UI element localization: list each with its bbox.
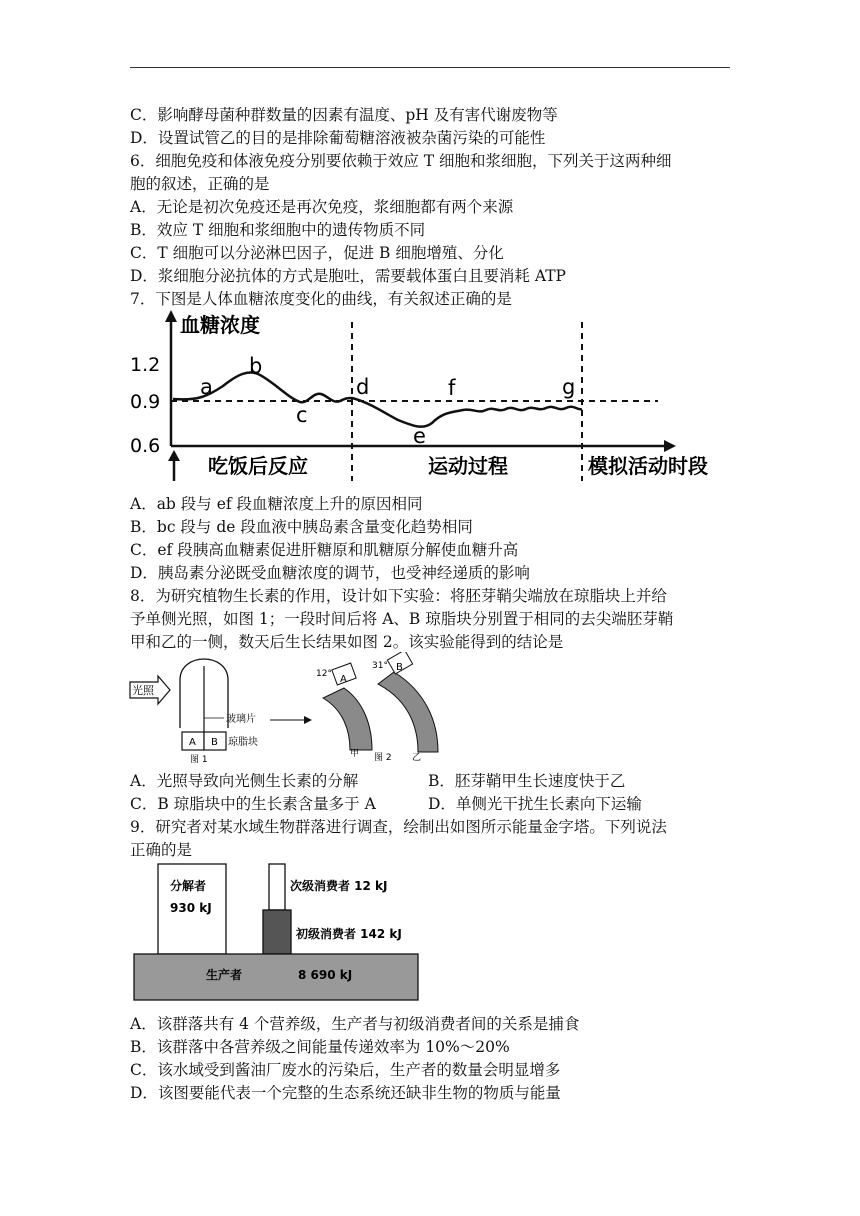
q9-option-d: D．该图要能代表一个完整的生态系统还缺非生物的物质与能量 xyxy=(130,1084,561,1102)
q9-option-b: B．该群落中各营养级之间能量传递效率为 10%～20% xyxy=(130,1038,510,1056)
producer-label: 生产者 xyxy=(206,968,243,982)
point-c: c xyxy=(296,403,308,427)
q6-option-d: D．浆细胞分泌抗体的方式是胞吐，需要载体蛋白且要消耗 ATP xyxy=(130,267,566,285)
q6-option-c: C．T 细胞可以分泌淋巴因子，促进 B 细胞增殖、分化 xyxy=(130,244,504,262)
angle-12: 12° xyxy=(316,669,332,679)
q7-option-d: D．胰岛素分泌既受血糖浓度的调节，也受神经递质的影响 xyxy=(130,564,530,582)
point-e: e xyxy=(413,424,426,448)
coleoptile-yi xyxy=(378,672,438,752)
coleoptile-experiment-figure xyxy=(128,652,448,764)
q7-option-a: A．ab 段与 ef 段血糖浓度上升的原因相同 xyxy=(130,495,423,513)
q6-option-b: B．效应 T 细胞和浆细胞中的遗传物质不同 xyxy=(130,221,426,239)
y-axis-label: 血糖浓度 xyxy=(180,313,260,337)
block-b-on-yi-label: B xyxy=(396,662,403,673)
glucose-curve xyxy=(173,373,582,427)
decomposer-label: 分解者 xyxy=(170,879,207,893)
q6-option-a: A．无论是初次免疫还是再次免疫，浆细胞都有两个来源 xyxy=(130,198,514,216)
q9-stem-line1: 9．研究者对某水域生物群落进行调查，绘制出如图所示能量金字塔。下列说法 xyxy=(130,818,667,836)
point-f: f xyxy=(448,376,456,400)
y-tick-0-6: 0.6 xyxy=(130,435,161,457)
y-tick-1-2: 1.2 xyxy=(130,354,161,376)
blood-glucose-curve-figure xyxy=(128,306,728,486)
secondary-consumer-bar xyxy=(269,864,285,910)
q8-stem-line3: 甲和乙的一侧，数天后生长结果如图 2。该实验能得到的结论是 xyxy=(130,633,564,651)
figure-1-caption: 图 1 xyxy=(190,755,208,764)
q5-option-d: D．设置试管乙的目的是排除葡萄糖溶液被杂菌污染的可能性 xyxy=(130,129,546,147)
q8-option-b: B．胚芽鞘甲生长速度快于乙 xyxy=(428,772,626,790)
q8-option-a: A．光照导致向光侧生长素的分解 xyxy=(130,772,359,790)
q8-stem-line1: 8．为研究植物生长素的作用，设计如下实验：将胚芽鞘尖端放在琼脂块上并给 xyxy=(130,587,667,605)
label-jia: 甲 xyxy=(350,749,360,759)
q9-option-c: C．该水域受到酱油厂废水的污染后，生产者的数量会明显增多 xyxy=(130,1061,561,1079)
producer-bar xyxy=(134,954,418,1000)
coleoptile-jia xyxy=(323,688,372,750)
producer-value: 8 690 kJ xyxy=(298,968,353,982)
q7-option-c: C．ef 段胰高血糖素促进肝糖原和肌糖原分解使血糖升高 xyxy=(130,541,519,559)
point-g: g xyxy=(562,375,576,399)
light-label: 光照 xyxy=(132,684,154,697)
section-exercise: 运动过程 xyxy=(428,454,508,478)
q7-stem: 7．下图是人体血糖浓度变化的曲线，有关叙述正确的是 xyxy=(130,290,512,308)
header-rule xyxy=(130,67,730,68)
primary-consumer-label: 初级消费者 142 kJ xyxy=(296,927,402,941)
q5-option-c: C．影响酵母菌种群数量的因素有温度、pH 及有害代谢废物等 xyxy=(130,106,558,124)
agar-block-a-label: A xyxy=(189,737,196,748)
energy-pyramid-figure xyxy=(130,862,430,1006)
q9-stem-line2: 正确的是 xyxy=(130,841,193,859)
q7-option-b: B．bc 段与 de 段血液中胰岛素含量变化趋势相同 xyxy=(130,518,473,536)
label-yi: 乙 xyxy=(412,753,422,763)
q9-option-a: A．该群落共有 4 个营养级，生产者与初级消费者间的关系是捕食 xyxy=(130,1015,580,1033)
agar-label: 琼脂块 xyxy=(228,737,258,748)
point-b: b xyxy=(249,354,263,378)
agar-block-b-label: B xyxy=(211,737,218,748)
q6-stem-line2: 胞的叙述，正确的是 xyxy=(130,175,270,193)
glass-label: 玻璃片 xyxy=(226,714,256,725)
decomposer-value: 930 kJ xyxy=(170,901,212,915)
section-meal: 吃饭后反应 xyxy=(208,454,308,478)
point-d: d xyxy=(356,375,370,399)
primary-consumer-bar xyxy=(263,910,291,954)
q8-option-c: C．B 琼脂块中的生长素含量多于 A xyxy=(130,795,376,813)
figure-2-caption: 图 2 xyxy=(374,753,392,763)
y-tick-0-9: 0.9 xyxy=(130,391,161,413)
section-simulation: 模拟活动时段 xyxy=(588,454,708,478)
q6-stem-line1: 6．细胞免疫和体液免疫分别要依赖于效应 T 细胞和浆细胞，下列关于这两种细 xyxy=(130,152,672,170)
q8-option-d: D．单侧光干扰生长素向下运输 xyxy=(428,795,642,813)
secondary-consumer-label: 次级消费者 12 kJ xyxy=(290,879,388,893)
q8-stem-line2: 予单侧光照，如图 1；一段时间后将 A、B 琼脂块分别置于相同的去尖端胚芽鞘 xyxy=(130,610,674,628)
angle-31: 31° xyxy=(372,661,388,671)
point-a: a xyxy=(200,375,213,399)
block-a-on-jia-label: A xyxy=(340,674,347,685)
